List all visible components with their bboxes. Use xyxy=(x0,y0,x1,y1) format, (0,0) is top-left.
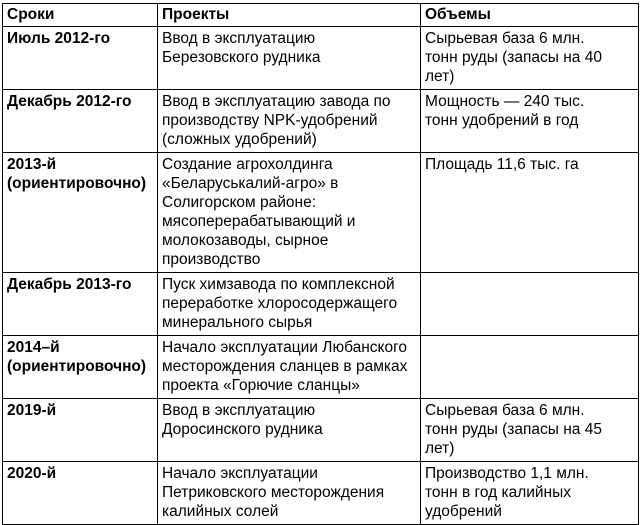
project-line: минерального сырья xyxy=(162,314,313,331)
volume-line: Сырьевая база 6 млн. xyxy=(425,402,585,419)
project-line: Доросинского рудника xyxy=(162,421,323,438)
table-row xyxy=(3,462,639,525)
volume-line: удобрений xyxy=(425,503,502,520)
volume-line: Сырьевая база 6 млн. xyxy=(425,30,585,47)
volume-line: тонн руды (запасы на 40 xyxy=(425,49,602,66)
volume-line: тонн в год калийных xyxy=(425,484,572,501)
project-line: «Беларуськалий-агро» в xyxy=(162,175,339,192)
table-header xyxy=(3,4,639,27)
project-cell xyxy=(158,462,421,525)
schedule-table xyxy=(2,3,639,525)
header-volume: Объемы xyxy=(421,4,639,27)
project-line: молокозаводы, сырное xyxy=(162,232,329,249)
table-row xyxy=(3,153,639,273)
date-cell xyxy=(3,462,158,525)
date-line: 2014–й xyxy=(7,339,60,356)
project-cell xyxy=(158,153,421,273)
date-line: Декабрь 2013-го xyxy=(7,276,132,293)
header-row xyxy=(3,4,639,27)
date-cell xyxy=(3,273,158,336)
project-line: месторождения сланцев в рамках xyxy=(162,358,408,375)
volume-cell xyxy=(421,90,639,153)
project-cell xyxy=(158,336,421,399)
project-line: Ввод в эксплуатацию xyxy=(162,402,316,419)
project-line: Ввод в эксплуатацию завода по xyxy=(162,93,391,110)
volume-line: тонн руды (запасы на 45 xyxy=(425,421,602,438)
project-line: Начало эксплуатации xyxy=(162,465,318,482)
project-cell xyxy=(158,273,421,336)
date-line: (ориентировочно) xyxy=(7,358,147,375)
project-line: мясоперерабатывающий и xyxy=(162,213,356,230)
header-date: Сроки xyxy=(3,4,158,27)
project-line: Солигорском районе: xyxy=(162,194,317,211)
volume-line: лет) xyxy=(425,440,455,457)
volume-cell xyxy=(421,27,639,90)
project-line: Петриковского месторождения xyxy=(162,484,385,501)
date-line: Декабрь 2012-го xyxy=(7,93,132,110)
volume-cell xyxy=(421,399,639,462)
project-line: Создание агрохолдинга xyxy=(162,156,333,173)
volume-cell xyxy=(421,462,639,525)
date-cell xyxy=(3,153,158,273)
date-cell xyxy=(3,90,158,153)
project-line: Березовского рудника xyxy=(162,49,321,66)
project-cell xyxy=(158,90,421,153)
date-line: 2019-й xyxy=(7,402,57,419)
project-cell xyxy=(158,27,421,90)
project-line: калийных солей xyxy=(162,503,279,520)
project-line: производству NPK-удобрений xyxy=(162,112,378,129)
volume-cell xyxy=(421,273,639,336)
project-line: (сложных удобрений) xyxy=(162,131,317,148)
volume-cell xyxy=(421,153,639,273)
project-line: производство xyxy=(162,251,261,268)
volume-line: Производство 1,1 млн. xyxy=(425,465,589,482)
date-cell xyxy=(3,336,158,399)
table-row xyxy=(3,336,639,399)
volume-line: Площадь 11,6 тыс. га xyxy=(425,156,579,173)
table-body xyxy=(3,27,639,525)
date-line: 2020-й xyxy=(7,465,57,482)
date-line: 2013-й xyxy=(7,156,57,173)
project-line: переработке хлоросодержащего xyxy=(162,295,398,312)
table-row xyxy=(3,27,639,90)
project-line: проекта «Горючие сланцы» xyxy=(162,377,360,394)
table-row xyxy=(3,90,639,153)
volume-line: Мощность — 240 тыс. xyxy=(425,93,585,110)
project-cell xyxy=(158,399,421,462)
header-project: Проекты xyxy=(158,4,421,27)
project-line: Пуск химзавода по комплексной xyxy=(162,276,395,293)
volume-line: тонн удобрений в год xyxy=(425,112,579,129)
date-line: (ориентировочно) xyxy=(7,175,147,192)
date-cell xyxy=(3,27,158,90)
date-line: Июль 2012-го xyxy=(7,30,111,47)
volume-cell xyxy=(421,336,639,399)
volume-line: лет) xyxy=(425,68,455,85)
date-cell xyxy=(3,399,158,462)
project-line: Начало эксплуатации Любанского xyxy=(162,339,408,356)
table-row xyxy=(3,399,639,462)
project-line: Ввод в эксплуатацию xyxy=(162,30,316,47)
table-row xyxy=(3,273,639,336)
